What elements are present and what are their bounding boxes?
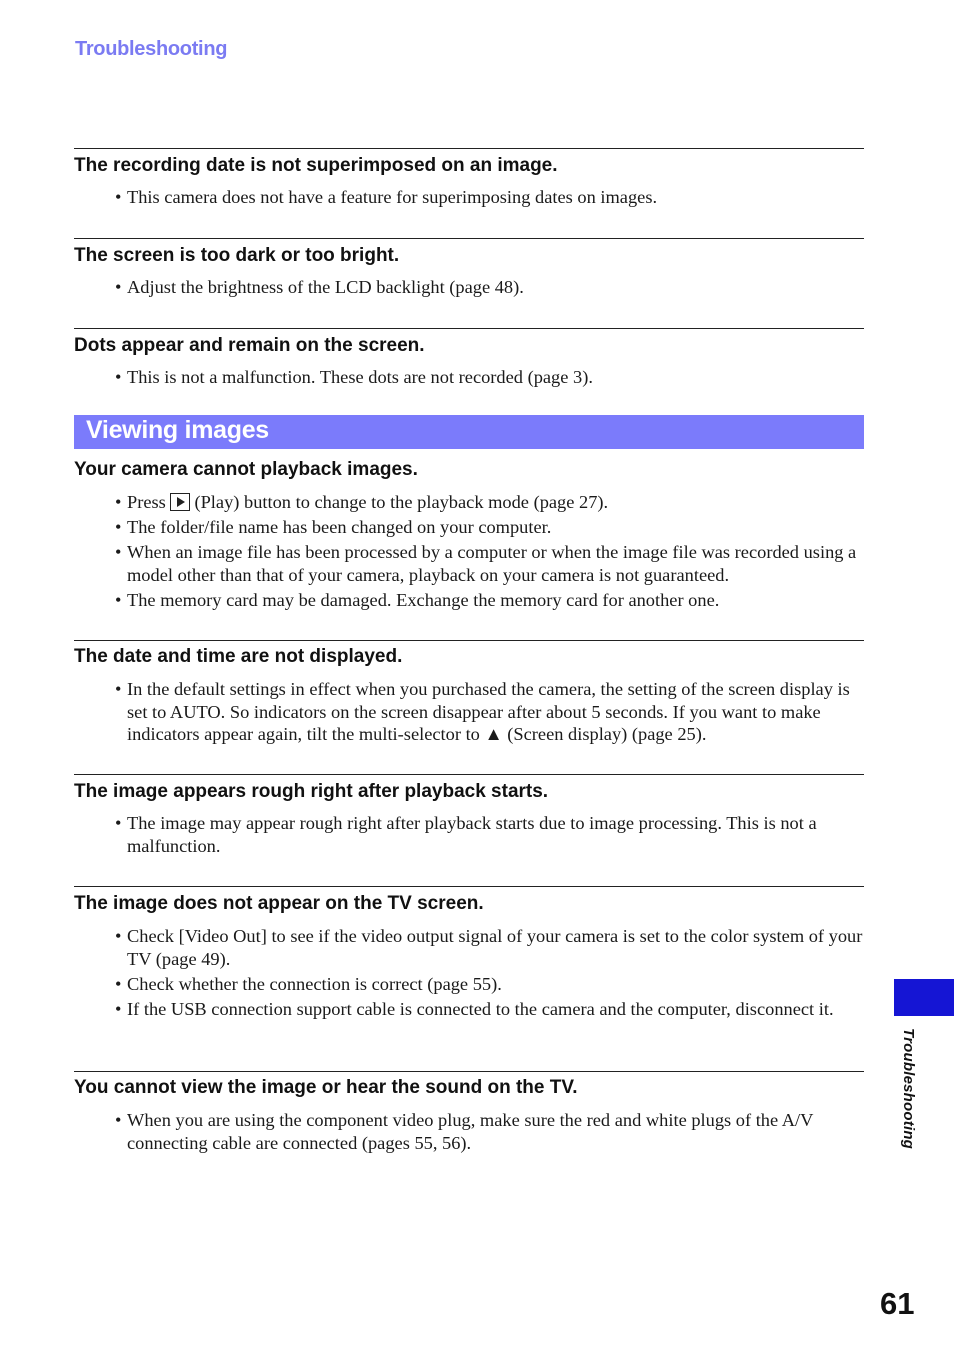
bullet-text: This is not a malfunction. These dots are not recorded (page 3). [127, 367, 593, 387]
section-divider [74, 238, 864, 239]
bullet-item: • Check whether the connection is correct (page 55). [115, 973, 502, 994]
section-title: Your camera cannot playback images. [74, 459, 418, 480]
bullet-text: Check [Video Out] to see if the video output signal of your camera is set to the color system of your TV (page 49). [127, 926, 863, 969]
section-divider [74, 886, 864, 887]
section-divider [74, 774, 864, 775]
section-divider [74, 640, 864, 641]
bullet-text: Check whether the connection is correct (page 55). [127, 973, 502, 994]
bullet-item: • The memory card may be damaged. Exchange the memory card for another one. [115, 589, 720, 610]
bullet-text: This camera does not have a feature for superimposing dates on images. [127, 187, 658, 207]
play-icon [170, 493, 190, 511]
bullet-item: • Adjust the brightness of the LCD backlight (page 48). [115, 277, 524, 297]
running-header: Troubleshooting [75, 38, 228, 60]
bullet-text: Adjust the brightness of the LCD backlight (page 48). [127, 277, 524, 297]
section-title: The date and time are not displayed. [74, 646, 403, 667]
bullet-list [115, 186, 865, 211]
section-divider [74, 328, 864, 329]
section-divider [74, 148, 864, 149]
bullet-list [115, 925, 865, 1023]
section-title: The image appears rough right after playback starts. [74, 781, 549, 802]
bullet-item: • The folder/file name has been changed on your computer. [115, 517, 552, 537]
section-heading-bar [74, 415, 864, 449]
section-title: The screen is too dark or too bright. [74, 245, 400, 266]
page-number: 61 [880, 1286, 915, 1321]
bullet-text: When you are using the component video plug, make sure the red and white plugs of the A/V connecting cable are connected (pages 55, 56). [127, 1110, 814, 1153]
section-heading: Viewing images [86, 416, 269, 444]
bullet-list [115, 276, 865, 301]
bullet-item: • Press (Play) button to change to the playback mode (page 27). [115, 492, 609, 512]
bullet-item: • This camera does not have a feature for superimposing dates on images. [115, 187, 658, 207]
bullet-item: • Check [Video Out] to see if the video output signal of your camera is set to the color system of your TV (page 49). [115, 926, 863, 969]
bullet-item: • When an image file has been processed by a computer or when the image file was recorded using a model other than that of your camera, playback on your camera is not guaranteed. [115, 542, 857, 585]
bullet-list [115, 812, 865, 860]
section-title: The image does not appear on the TV screen. [74, 893, 484, 914]
section-title: You cannot view the image or hear the sound on the TV. [74, 1077, 578, 1098]
bullet-text: The memory card may be damaged. Exchange the memory card for another one. [127, 589, 720, 610]
bullet-list [115, 1109, 865, 1157]
bullet-text: The image may appear rough right after playback starts due to image processing. This is not a malfunction. [127, 813, 817, 856]
bullet-text: The folder/file name has been changed on your computer. [127, 517, 552, 537]
bullet-item: • In the default settings in effect when you purchased the camera, the setting of the screen display is set to AUTO. So indicators on the screen disappear after about 5 seconds. If you want to make indicators appear again, tilt the multi-selector to ▲ (Screen display) (page 25). [115, 679, 850, 744]
section-title: Dots appear and remain on the screen. [74, 335, 425, 356]
bullet-list [115, 491, 865, 614]
bullet-text: In the default settings in effect when you purchased the camera, the setting of the screen display is set to AUTO. So indicators on the screen disappear after about 5 seconds. If you want to make indicators appear again, tilt the multi-selector to ▲ (Screen display) (page 25). [127, 679, 850, 744]
chapter-tab-marker [894, 979, 954, 1016]
section-title: The recording date is not superimposed on an image. [74, 155, 558, 176]
section-divider [74, 1071, 864, 1072]
bullet-item: • If the USB connection support cable is connected to the camera and the computer, disconnect it. [115, 998, 834, 1019]
bullet-list [115, 678, 865, 748]
chapter-tab-label: Troubleshooting [900, 1028, 917, 1150]
bullet-list [115, 366, 865, 391]
bullet-text-prefix: Press [127, 492, 166, 512]
bullet-text-suffix: (Play) button to change to the playback mode (page 27). [194, 492, 609, 512]
bullet-text: When an image file has been processed by a computer or when the image file was recorded using a model other than that of your camera, playback on your camera is not guaranteed. [127, 542, 857, 585]
bullet-item: • The image may appear rough right after playback starts due to image processing. This is not a malfunction. [115, 813, 817, 856]
bullet-text: If the USB connection support cable is connected to the camera and the computer, disconnect it. [127, 998, 834, 1019]
bullet-item: • When you are using the component video plug, make sure the red and white plugs of the A/V connecting cable are connected (pages 55, 56). [115, 1110, 814, 1153]
bullet-item: • This is not a malfunction. These dots are not recorded (page 3). [115, 367, 593, 387]
